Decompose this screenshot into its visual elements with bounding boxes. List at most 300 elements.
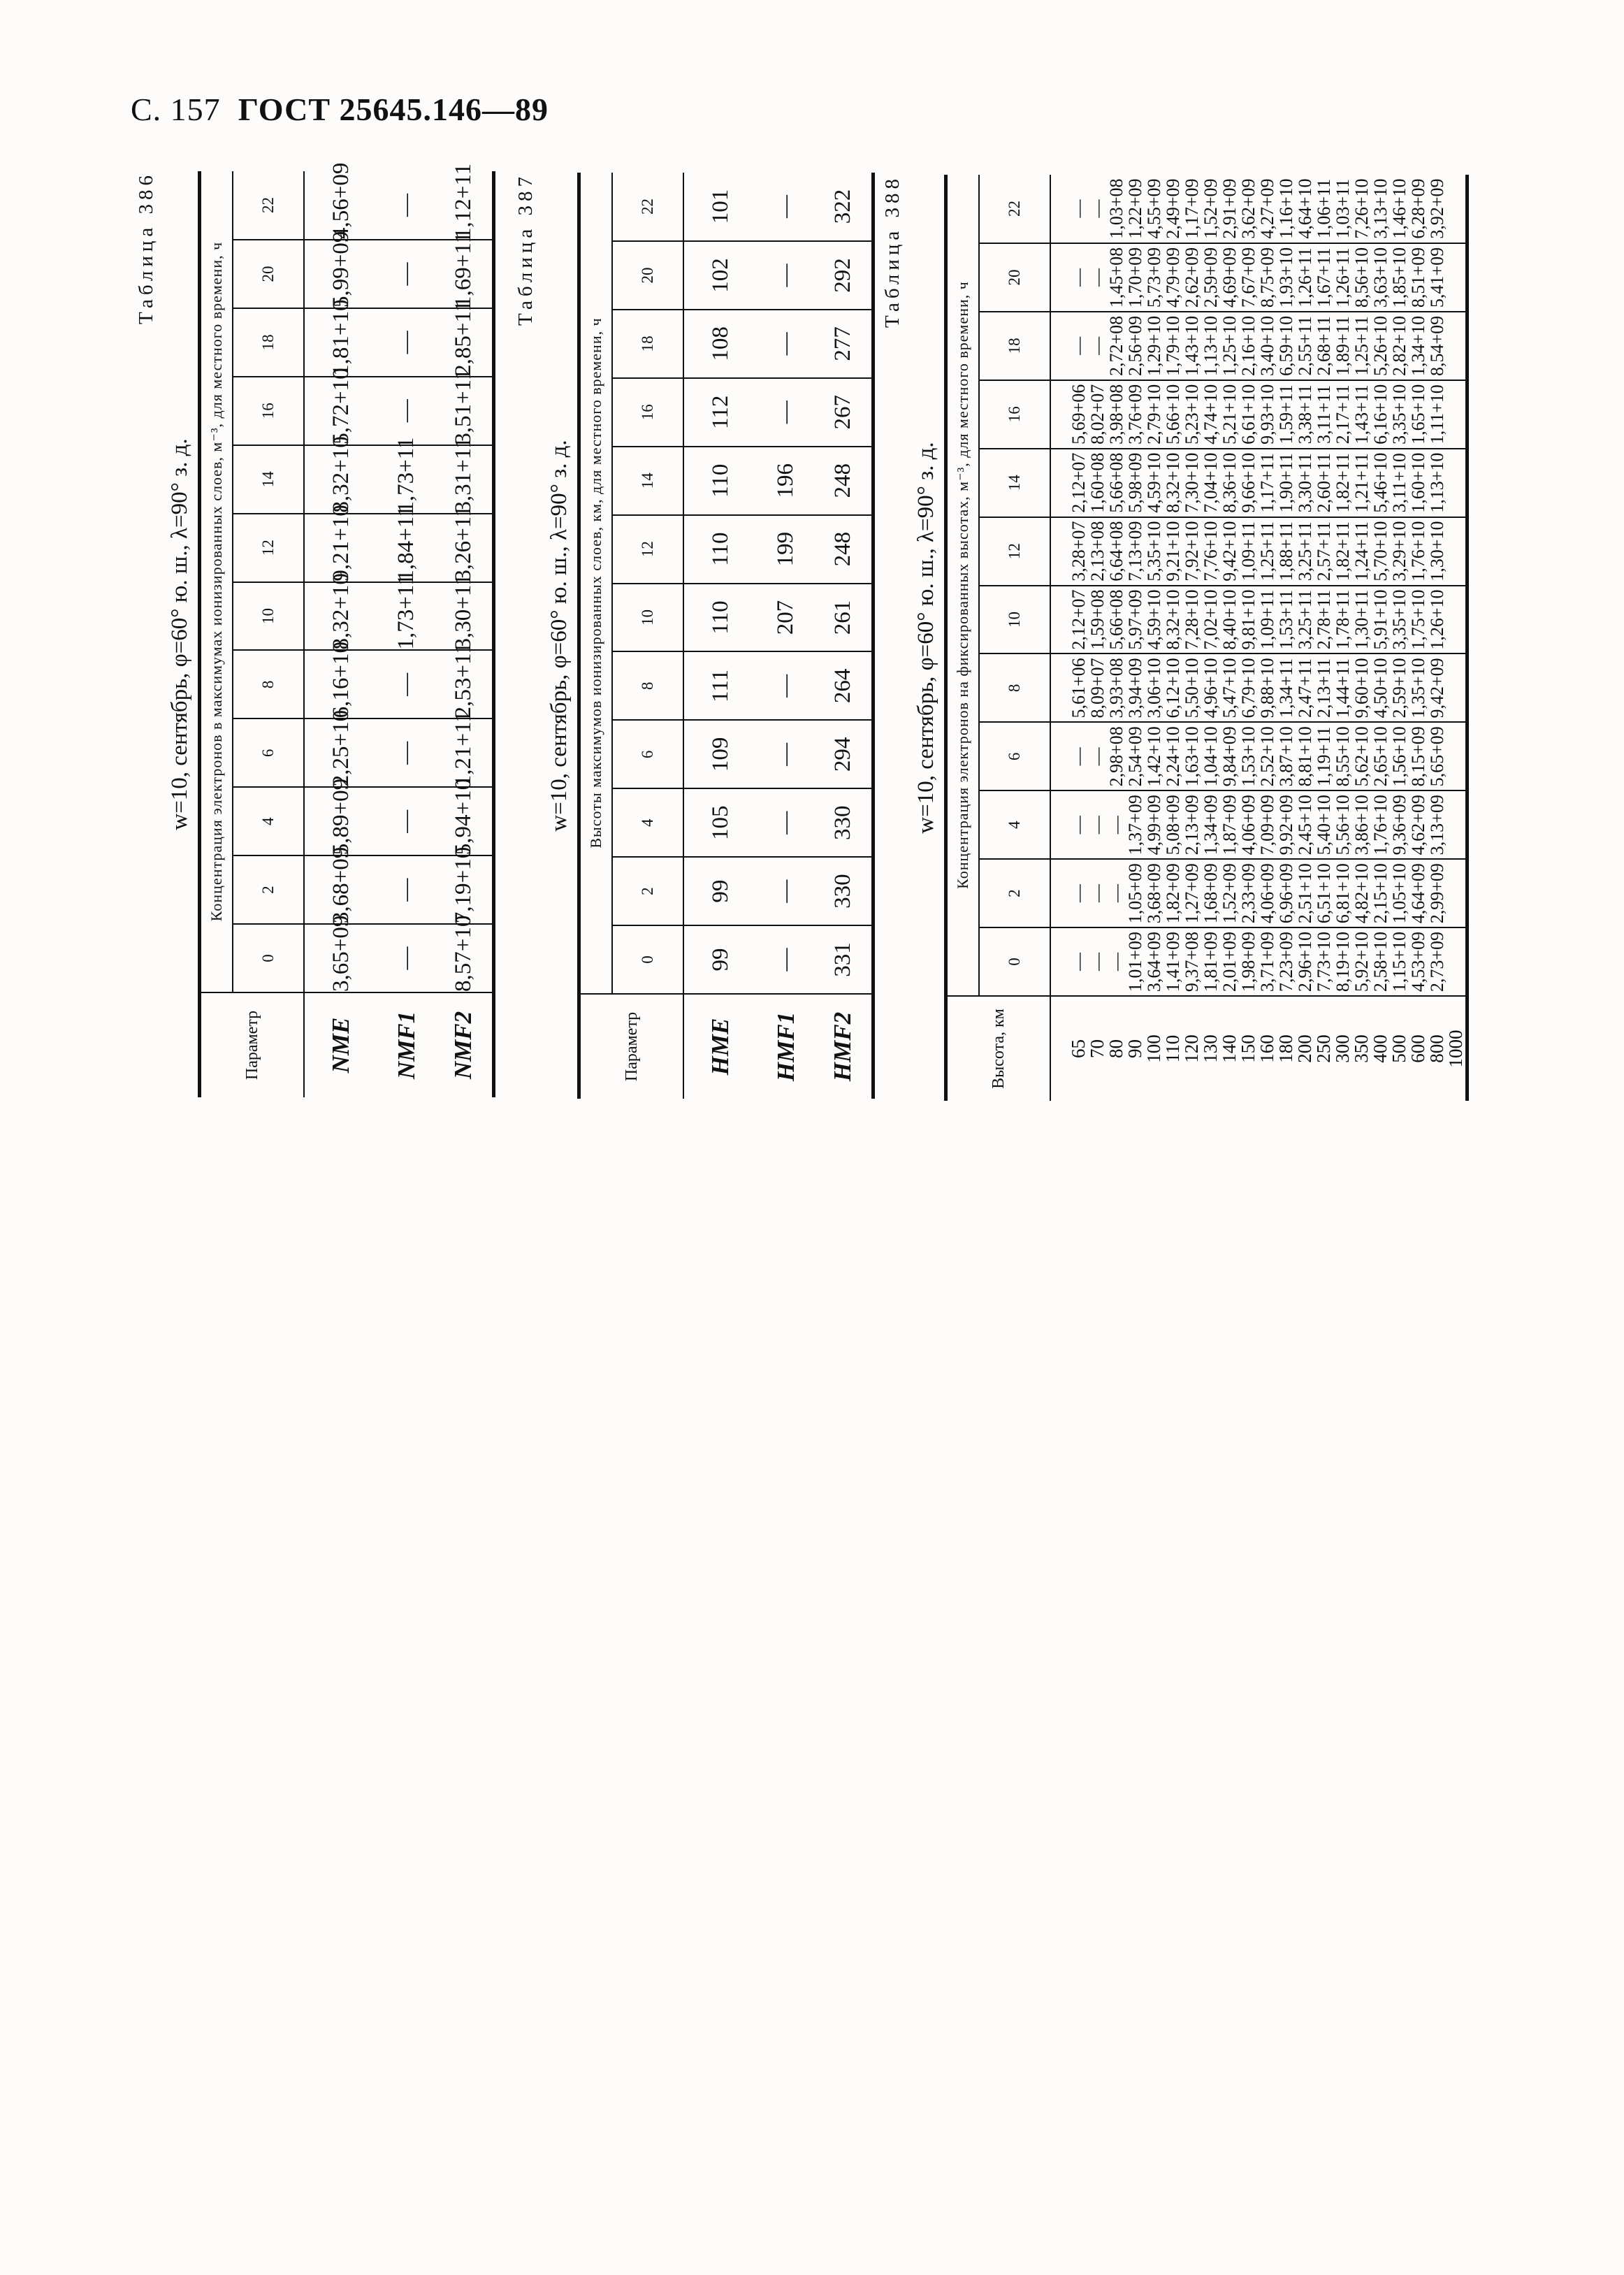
table-cell: 3,71+09 (1257, 931, 1277, 992)
table-cell: 1,93+10 (1276, 247, 1296, 308)
table-cell: 99 (683, 857, 757, 925)
table-cell: — (1106, 884, 1126, 903)
table-cell: 1,34+09 (1201, 795, 1221, 855)
table-cell (1447, 586, 1465, 653)
column-header-hour: 6 (979, 722, 1050, 790)
column-header-hour: 12 (979, 517, 1050, 586)
table-cell: — (1068, 268, 1089, 287)
altitude-value: 120 (1181, 1034, 1202, 1063)
table-cell: 1,76+10 (1408, 521, 1428, 582)
altitude-value: 150 (1238, 1034, 1259, 1063)
table-column-cell (1050, 517, 1467, 586)
table-cell: — (757, 857, 815, 925)
table-cell: 1,25+10 (1219, 315, 1240, 376)
column-header-hour: 16 (612, 378, 683, 447)
table-cell: 110 (683, 447, 757, 515)
table-cell: 292 (815, 241, 873, 310)
table-cell: — (757, 925, 815, 994)
table-cell: 2,51+10 (1295, 863, 1315, 924)
table-cell: 109 (683, 720, 757, 788)
table-cell: 9,37+08 (1182, 931, 1202, 992)
table-cell: 199 (757, 515, 815, 584)
column-header-hour: 2 (979, 859, 1050, 927)
table-cell: — (377, 377, 435, 445)
column-header-hour: 0 (233, 924, 304, 992)
table-cell: 4,79+09 (1163, 247, 1183, 308)
table-cell: 4,64+10 (1295, 178, 1315, 239)
table-cell: 4,56+09 (304, 171, 377, 240)
table-cell: — (1087, 336, 1108, 355)
table-cell (1447, 175, 1465, 243)
table-cell: 1,43+10 (1182, 315, 1202, 376)
table-cell: 1,88+11 (1276, 521, 1296, 582)
table-cell: 2,33+09 (1238, 863, 1259, 924)
table-cell: 1,26+11 (1295, 247, 1315, 308)
table-cell: 3,25+11 (1295, 521, 1315, 582)
table-cell: — (757, 173, 815, 241)
table-cell: 1,35+10 (1408, 658, 1428, 718)
table-cell: 9,88+10 (1257, 658, 1277, 718)
column-header-hour: 16 (979, 380, 1050, 449)
table-cell: 248 (815, 515, 873, 584)
table-387 (510, 173, 875, 1099)
table-row (683, 173, 757, 1099)
table-column-cell (1050, 175, 1467, 243)
table-cell: 3,06+10 (1144, 658, 1164, 718)
table-cell: 8,32+10 (304, 582, 377, 651)
table-cell: — (757, 310, 815, 378)
table-cell: 2,54+09 (1125, 726, 1145, 787)
table-cell: 5,91+10 (1370, 589, 1391, 650)
table-387-subheader: Высоты максимумов ионизированных слоев, км, для местного времени, ч (579, 173, 613, 994)
column-header-hour: 20 (612, 241, 683, 310)
table-cell: 6,16+10 (1370, 384, 1391, 445)
table-cell: 330 (815, 857, 873, 925)
table-cell: 5,62+10 (1351, 726, 1372, 787)
table-cell: 7,28+10 (1182, 589, 1202, 650)
table-cell: 2,15+10 (1370, 863, 1391, 924)
table-cell: — (1068, 199, 1089, 218)
table-cell: 101 (683, 173, 757, 241)
column-header-hour: 6 (612, 720, 683, 788)
column-header-row (612, 173, 683, 1099)
table-cell: 1,84+11 (377, 514, 435, 582)
table-cell: 3,11+10 (1389, 453, 1409, 513)
table-row (304, 171, 377, 1097)
param-name: NME (304, 992, 377, 1097)
column-header-hour: 10 (233, 582, 304, 651)
table-cell: 1,56+10 (1389, 726, 1409, 787)
column-header-hour: 10 (612, 584, 683, 652)
table-column-cell (1050, 449, 1467, 517)
table-cell: 5,98+09 (1125, 452, 1145, 513)
table-cell: 1,67+11 (1314, 247, 1334, 308)
table-cell: 1,68+09 (1201, 863, 1221, 924)
table-cell: 9,21+10 (304, 514, 377, 582)
table-cell: 3,29+10 (1389, 521, 1409, 582)
table-cell: — (377, 308, 435, 377)
table-cell: 1,06+11 (1314, 178, 1334, 239)
table-cell: — (757, 720, 815, 788)
table-cell: 1,21+11 (1351, 453, 1372, 513)
column-header-hour: 2 (233, 855, 304, 924)
table-cell: 9,36+09 (1389, 795, 1409, 855)
table-cell: 1,78+11 (1333, 589, 1353, 650)
column-header-hour: 0 (612, 925, 683, 994)
table-cell: 8,36+10 (1219, 452, 1240, 513)
table-cell: 4,64+09 (1408, 863, 1428, 924)
table-cell: 322 (815, 173, 873, 241)
table-cell: 6,28+09 (1408, 178, 1428, 239)
table-cell: 1,53+10 (1238, 726, 1259, 787)
table-cell: 6,96+09 (1276, 863, 1296, 924)
param-name: HMF2 (815, 994, 873, 1099)
altitude-value: 350 (1351, 1034, 1372, 1063)
table-cell: 2,52+10 (1257, 726, 1277, 787)
table-cell: 4,06+09 (1257, 863, 1277, 924)
table-cell: 8,19+10 (1333, 931, 1353, 992)
table-cell: 5,92+10 (1351, 931, 1372, 992)
table-cell: 7,09+09 (1257, 795, 1277, 855)
table-cell: 8,32+10 (304, 445, 377, 514)
table-cell: 1,15+10 (1389, 931, 1409, 992)
table-cell: 6,59+10 (1276, 315, 1296, 376)
table-cell: 7,13+09 (1125, 521, 1145, 582)
table-cell: 2,57+11 (1314, 521, 1334, 582)
table-cell (1447, 791, 1465, 858)
table-cell: 5,66+08 (1106, 452, 1126, 513)
table-cell: 8,75+09 (1257, 247, 1277, 308)
table-cell: 3,87+10 (1276, 726, 1296, 787)
table-cell: 112 (683, 378, 757, 447)
altitude-value: 300 (1332, 1034, 1353, 1063)
table-cell (1447, 654, 1465, 721)
table-cell: 2,96+10 (1295, 931, 1315, 992)
table-cell: 5,21+10 (1219, 384, 1240, 445)
table-cell: 5,46+10 (1370, 452, 1391, 513)
table-cell: — (757, 788, 815, 857)
table-cell: 277 (815, 310, 873, 378)
table-cell: 3,30+11 (1295, 453, 1315, 513)
table-cell: 5,94+10 (435, 787, 493, 855)
table-cell: 1,52+09 (1201, 178, 1221, 239)
table-cell: 248 (815, 447, 873, 515)
table-cell: 1,85+10 (1389, 247, 1409, 308)
column-header-hour: 20 (233, 240, 304, 308)
column-header-hour: 18 (612, 310, 683, 378)
table-cell: 2,78+11 (1314, 589, 1334, 650)
table-cell: 2,13+09 (1182, 795, 1202, 855)
table-cell: 2,01+09 (1219, 931, 1240, 992)
altitude-value: 800 (1426, 1034, 1447, 1063)
column-header-row (233, 171, 304, 1097)
table-cell: 6,64+08 (1106, 521, 1126, 582)
table-cell: 7,92+10 (1182, 521, 1202, 582)
table-cell: 4,69+09 (1219, 247, 1240, 308)
table-cell: 264 (815, 651, 873, 720)
table-cell: 110 (683, 515, 757, 584)
altitude-value: 65 (1068, 1039, 1089, 1058)
altitude-value: 80 (1105, 1039, 1126, 1058)
table-cell: 5,47+10 (1219, 658, 1240, 718)
param-header: Параметр (579, 994, 684, 1099)
table-cell: 5,61+06 (1068, 658, 1089, 718)
table-cell: 3,28+07 (1068, 521, 1089, 582)
table-cell: 5,89+09 (304, 787, 377, 855)
column-header-hour: 22 (233, 171, 304, 240)
param-name: HME (683, 994, 757, 1099)
table-cell: 207 (757, 584, 815, 652)
table-cell: 7,23+09 (1276, 931, 1296, 992)
table-cell: 8,02+07 (1087, 384, 1108, 445)
table-cell: 4,27+09 (1257, 178, 1277, 239)
column-header-hour: 22 (612, 173, 683, 241)
table-cell: 331 (815, 925, 873, 994)
table-cell: 1,63+10 (1182, 726, 1202, 787)
column-header-hour: 0 (979, 927, 1050, 996)
table-cell: 2,82+10 (1389, 315, 1409, 376)
table-cell: — (1087, 747, 1108, 766)
table-cell: — (1087, 268, 1108, 287)
table-cell: 2,65+10 (1370, 726, 1391, 787)
table-cell: 3,62+09 (1238, 178, 1259, 239)
table-cell: 1,73+11 (377, 582, 435, 651)
table-cell: 8,57+10 (435, 924, 493, 992)
param-name: NMF1 (377, 992, 435, 1097)
table-cell: 1,44+11 (1333, 658, 1353, 718)
page-header (131, 91, 549, 128)
table-cell: — (1068, 953, 1089, 972)
table-388-subheader: Концентрация электронов на фиксированных высотах, м⁻³, для местного времени, ч (946, 175, 980, 996)
table-cell: 1,25+11 (1257, 521, 1277, 582)
table-cell: 110 (683, 584, 757, 652)
table-cell: 8,54+09 (1427, 315, 1447, 376)
table-cell: 9,60+10 (1351, 658, 1372, 718)
table-cell: 5,40+10 (1314, 795, 1334, 855)
table-cell: 1,13+10 (1201, 315, 1221, 376)
table-cell: 1,24+11 (1351, 521, 1372, 582)
table-column-cell (1050, 312, 1467, 380)
altitude-value: 400 (1370, 1034, 1391, 1063)
table-cell: 1,09+11 (1257, 589, 1277, 650)
table-cell: 267 (815, 378, 873, 447)
table-cell: 7,73+10 (1314, 931, 1334, 992)
table-388-condition: w=10, сентябрь, φ=60° ю. ш., λ=90° з. д. (913, 442, 938, 834)
table-cell (1447, 723, 1465, 790)
altitude-value: 1000 (1445, 1030, 1466, 1068)
table-cell: 1,82+09 (1163, 863, 1183, 924)
table-cell: 3,25+11 (1295, 589, 1315, 650)
table-cell: 4,06+09 (1238, 795, 1259, 855)
table-cell: 1,59+11 (1276, 384, 1296, 445)
table-cell: 8,40+10 (1219, 589, 1240, 650)
table-cell: 2,99+09 (1427, 863, 1447, 924)
table-cell (1447, 518, 1465, 585)
table-cell: 1,21+11 (435, 718, 493, 787)
table-cell: 2,72+08 (1106, 315, 1126, 376)
table-cell: 2,17+11 (1333, 384, 1353, 445)
table-column-cell (1050, 722, 1467, 790)
table-cell: 1,19+11 (1314, 726, 1334, 786)
table-cell: 2,13+11 (1314, 658, 1334, 718)
table-cell: 2,79+10 (1144, 384, 1164, 445)
table-cell: 2,58+10 (1370, 931, 1391, 992)
table-cell: 1,87+09 (1219, 795, 1240, 855)
altitude-value: 90 (1124, 1039, 1145, 1058)
table-cell: 3,65+09 (304, 924, 377, 992)
table-cell: 8,51+09 (1408, 247, 1428, 308)
table-cell: — (1087, 816, 1108, 835)
table-cell: 261 (815, 584, 873, 652)
column-header-hour: 10 (979, 586, 1050, 654)
altitude-value: 160 (1256, 1034, 1277, 1063)
table-cell: 3,93+08 (1106, 658, 1126, 718)
altitude-value: 500 (1389, 1034, 1409, 1063)
table-cell: 1,73+11 (377, 445, 435, 514)
table-388-title: Таблица 388 (880, 175, 904, 328)
table-cell: — (1106, 953, 1126, 972)
table-cell: 2,85+11 (435, 308, 493, 377)
table-cell: — (1087, 953, 1108, 972)
table-row (435, 171, 493, 1097)
altitude-value: 180 (1275, 1034, 1296, 1063)
table-cell: 6,12+10 (1163, 658, 1183, 718)
table-cell: — (377, 718, 435, 787)
table-cell: 1,26+11 (1333, 247, 1353, 308)
column-header-hour: 4 (979, 790, 1050, 859)
column-header-hour: 14 (979, 449, 1050, 517)
column-header-hour: 12 (612, 515, 683, 584)
column-header-hour: 14 (233, 445, 304, 514)
table-cell: 3,35+10 (1389, 384, 1409, 445)
column-header-hour: 4 (233, 787, 304, 855)
param-name: NMF2 (435, 992, 493, 1097)
document-code: ГОСТ 25645.146—89 (238, 92, 549, 127)
table-cell: 4,55+09 (1144, 178, 1164, 239)
column-header-hour: 14 (612, 447, 683, 515)
table-cell (1447, 312, 1465, 380)
table-cell: 3,98+08 (1106, 384, 1126, 445)
column-header-hour: 4 (612, 788, 683, 857)
altitude-header: Высота, км (946, 996, 1051, 1101)
table-cell (1447, 860, 1465, 927)
table-cell: 9,92+09 (1276, 795, 1296, 855)
column-header-hour: 12 (233, 514, 304, 582)
table-cell: 3,31+11 (435, 445, 493, 514)
param-name: HMF1 (757, 994, 815, 1099)
table-column-cell (1050, 243, 1467, 312)
table-cell: 3,64+09 (1144, 931, 1164, 992)
column-header-hour: 8 (612, 651, 683, 720)
table-cell: 5,56+10 (1333, 795, 1353, 855)
table-cell: — (757, 378, 815, 447)
column-header-hour: 8 (979, 653, 1050, 722)
table-cell: 1,59+08 (1087, 589, 1108, 650)
table-cell: — (377, 787, 435, 855)
altitude-value: 200 (1294, 1034, 1315, 1063)
table-cell: — (757, 241, 815, 310)
table-cell: 1,82+11 (1333, 453, 1353, 513)
table-cell: — (1106, 816, 1126, 835)
table-cell: 3,26+11 (435, 514, 493, 582)
table-cell: 9,66+10 (1238, 452, 1259, 513)
table-cell: — (1068, 336, 1089, 355)
table-column-cell (1050, 859, 1467, 927)
altitude-value: 140 (1219, 1034, 1240, 1063)
table-cell: 8,55+10 (1333, 726, 1353, 787)
table-cell: 1,25+11 (1351, 316, 1372, 376)
table-387-title: Таблица 387 (514, 173, 537, 326)
table-cell: 1,37+09 (1125, 795, 1145, 855)
table-cell: 1,34+11 (1276, 658, 1296, 718)
table-cell: 2,68+11 (1314, 316, 1334, 376)
table-cell (1447, 928, 1465, 995)
table-cell: 5,41+09 (1427, 247, 1447, 308)
table-row (377, 171, 435, 1097)
table-cell: 102 (683, 241, 757, 310)
table-cell: 1,42+10 (1144, 726, 1164, 787)
table-cell: 3,11+11 (1314, 384, 1334, 444)
table-cell: 1,60+08 (1087, 452, 1108, 513)
table-cell: 2,47+11 (1295, 658, 1315, 718)
table-cell: 5,23+10 (1182, 384, 1202, 445)
table-cell: 3,35+10 (1389, 589, 1409, 650)
altitude-value: 250 (1313, 1034, 1334, 1063)
table-cell: 1,81+10 (304, 308, 377, 377)
table-cell: 8,81+10 (1295, 726, 1315, 787)
table-cell: 3,40+10 (1257, 315, 1277, 376)
table-column-cell (1050, 653, 1467, 722)
table-cell: 2,16+10 (1238, 315, 1259, 376)
table-cell: 1,05+10 (1389, 863, 1409, 924)
table-column-cell (1050, 790, 1467, 859)
table-cell: 1,26+10 (1427, 589, 1447, 650)
table-cell: 2,12+07 (1068, 589, 1089, 650)
table-cell: 3,76+09 (1125, 384, 1145, 445)
altitude-value: 100 (1143, 1034, 1164, 1063)
table-cell: 8,56+10 (1351, 247, 1372, 308)
table-cell: 3,94+09 (1125, 658, 1145, 718)
table-cell: 6,16+10 (304, 650, 377, 718)
table-cell: 2,59+10 (1389, 658, 1409, 718)
table-cell: 1,46+10 (1389, 178, 1409, 239)
table-386-title: Таблица 386 (134, 171, 157, 325)
table-cell: 1,65+10 (1408, 384, 1428, 445)
table-cell: 3,13+10 (1370, 178, 1391, 239)
table-cell: 7,76+10 (1201, 521, 1221, 582)
table-cell: 4,96+10 (1201, 658, 1221, 718)
table-cell: 4,50+10 (1370, 658, 1391, 718)
table-cell: 111 (683, 651, 757, 720)
table-cell: 1,52+09 (1219, 863, 1240, 924)
table-cell: 7,30+10 (1182, 452, 1202, 513)
table-cell: 7,67+09 (1238, 247, 1259, 308)
table-cell: 3,13+09 (1427, 795, 1447, 855)
column-header-hour: 18 (233, 308, 304, 377)
table-cell: 1,89+11 (1333, 316, 1353, 376)
table-cell: 1,69+11 (435, 240, 493, 308)
table-cell: 1,12+11 (435, 171, 493, 240)
column-header-hour: 20 (979, 243, 1050, 312)
table-cell: 1,01+09 (1125, 931, 1145, 992)
table-cell: 9,42+09 (1427, 658, 1447, 718)
table-cell: — (1087, 884, 1108, 903)
table-cell: 4,59+10 (1144, 589, 1164, 650)
table-cell: 1,29+10 (1144, 315, 1164, 376)
table-cell: 1,05+09 (1125, 863, 1145, 924)
table-cell: 6,51+10 (1314, 863, 1334, 924)
table-cell: 5,70+10 (1370, 521, 1391, 582)
